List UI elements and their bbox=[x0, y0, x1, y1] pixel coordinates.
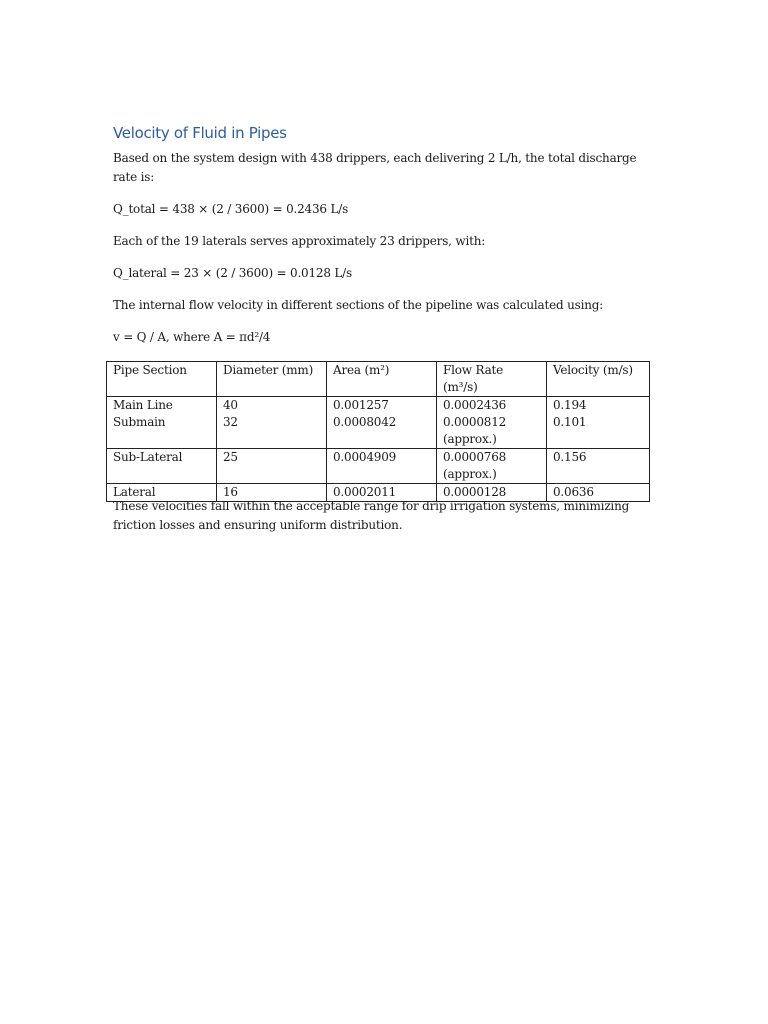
conclusion-paragraph: These velocities fall within the acceptable range for drip irrigation systems, minimizing friction losses and ensuring uniform distribution. bbox=[113, 499, 630, 532]
header-velocity: Velocity (m/s) bbox=[547, 362, 650, 397]
cell-flow-rate: 0.0000768 (approx.) bbox=[437, 449, 547, 484]
cell-pipe-section: Submain bbox=[107, 414, 217, 449]
cell-area: 0.001257 bbox=[327, 397, 437, 415]
header-diameter: Diameter (mm) bbox=[217, 362, 327, 397]
q-total-equation: Q_total = 438 × (2 / 3600) = 0.2436 L/s bbox=[113, 202, 349, 216]
velocity-formula: v = Q / A, where A = πd²/4 bbox=[113, 330, 271, 344]
header-pipe-section: Pipe Section bbox=[107, 362, 217, 397]
header-area: Area (m²) bbox=[327, 362, 437, 397]
cell-velocity: 0.156 bbox=[547, 449, 650, 484]
cell-diameter: 16 bbox=[217, 484, 327, 502]
table-row bbox=[107, 449, 650, 484]
header-flow-rate: Flow Rate (m³/s) bbox=[437, 362, 547, 397]
cell-area: 0.0008042 bbox=[327, 414, 437, 449]
cell-diameter: 25 bbox=[217, 449, 327, 484]
cell-pipe-section: Main Line bbox=[107, 397, 217, 415]
cell-velocity: 0.101 bbox=[547, 414, 650, 449]
section-heading: Velocity of Fluid in Pipes bbox=[113, 124, 287, 142]
laterals-paragraph: Each of the 19 laterals serves approximately 23 drippers, with: bbox=[113, 234, 486, 248]
cell-pipe-section: Lateral bbox=[107, 484, 217, 502]
cell-area: 0.0004909 bbox=[327, 449, 437, 484]
q-lateral-equation: Q_lateral = 23 × (2 / 3600) = 0.0128 L/s bbox=[113, 266, 352, 280]
table-row bbox=[107, 414, 650, 449]
cell-flow-rate: 0.0000812 (approx.) bbox=[437, 414, 547, 449]
cell-velocity: 0.194 bbox=[547, 397, 650, 415]
cell-pipe-section: Sub-Lateral bbox=[107, 449, 217, 484]
cell-flow-rate: 0.0000128 bbox=[437, 484, 547, 502]
velocity-intro-paragraph: The internal flow velocity in different sections of the pipeline was calculated using: bbox=[113, 298, 604, 312]
cell-area: 0.0002011 bbox=[327, 484, 437, 502]
cell-diameter: 32 bbox=[217, 414, 327, 449]
table-row bbox=[107, 397, 650, 415]
cell-flow-rate: 0.0002436 bbox=[437, 397, 547, 415]
cell-diameter: 40 bbox=[217, 397, 327, 415]
cell-velocity: 0.0636 bbox=[547, 484, 650, 502]
table-header-row bbox=[107, 362, 650, 397]
pipe-velocity-table bbox=[106, 361, 650, 502]
intro-paragraph: Based on the system design with 438 drippers, each delivering 2 L/h, the total discharge rate is: bbox=[113, 151, 637, 184]
